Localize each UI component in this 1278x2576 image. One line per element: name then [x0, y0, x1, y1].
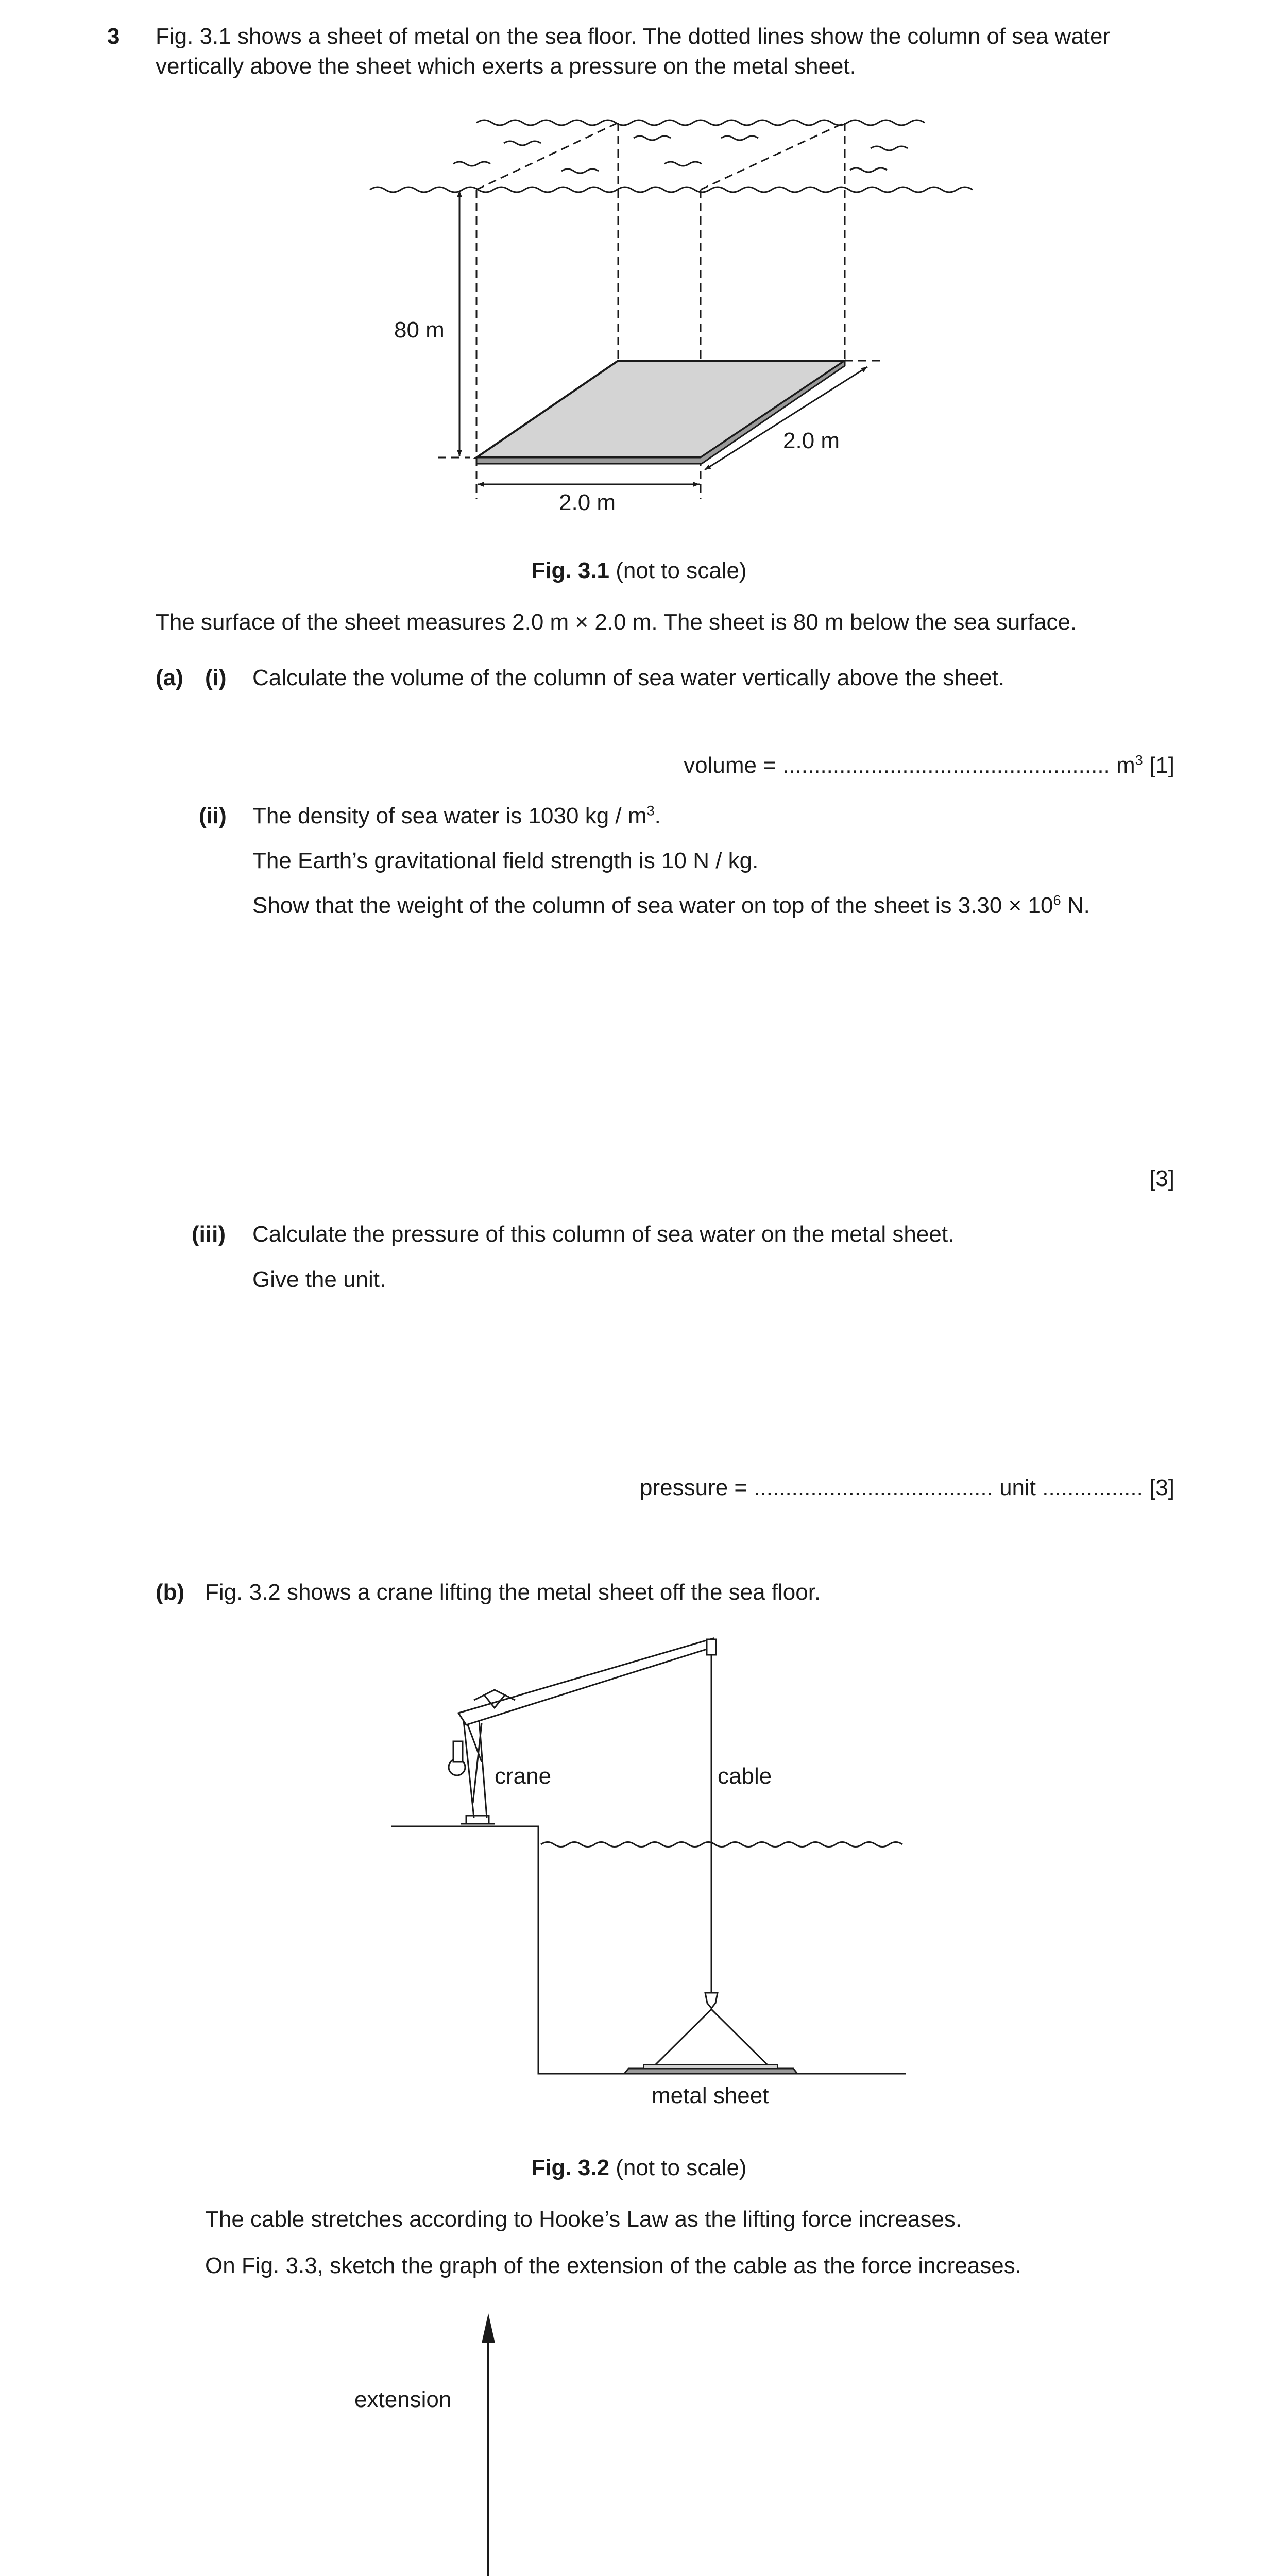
question-number: 3 [107, 24, 120, 49]
gravity-statement: The Earth’s gravitational field strength is 10 N / kg. [252, 848, 759, 873]
fig31-caption-rest: (not to scale) [616, 558, 747, 583]
part-a-ii-marks: [3] [1149, 1166, 1174, 1191]
part-a-iii-question: Calculate the pressure of this column of sea water on the metal sheet. [252, 1222, 955, 1247]
fig32-caption-rest: (not to scale) [616, 2155, 747, 2180]
volume-unit: $m^3$ [1116, 752, 1143, 778]
part-a-i-label: (i) [205, 665, 227, 690]
volume-prefix: volume = [684, 753, 783, 778]
metal-sheet-label: metal sheet [652, 2083, 769, 2108]
part-a-ii-label: (ii) [199, 803, 227, 828]
part-a-i-question: Calculate the volume of the column of sea water vertically above the sheet. [252, 665, 1005, 690]
density-statement: The density of sea water is 1030 kg / $m^3$. [252, 802, 661, 828]
extension-label: extension [354, 2387, 452, 2412]
hooke-statement: The cable stretches according to Hooke’s Law as the lifting force increases. [205, 2207, 962, 2232]
part-a-i-marks: [1] [1149, 753, 1174, 778]
fig31-width-label: 2.0 m [559, 490, 616, 515]
crane-label: crane [495, 1764, 552, 1789]
part-a-iii-marks: [3] [1149, 1475, 1174, 1500]
y-axis-arrowhead [482, 2313, 495, 2343]
question-intro-line1: Fig. 3.1 shows a sheet of metal on the sea floor. The dotted lines show the column of sea water [156, 24, 1111, 49]
show-that-statement: Show that the weight of the column of sea water on top of the sheet is $3.30 \times 10^6$ N. [252, 892, 1090, 918]
pressure-answer[interactable]: pressure = ...................................... unit ................ [639, 1475, 1143, 1500]
volume-dots[interactable]: .................................................... [782, 753, 1110, 778]
fig31-caption-bold: Fig. 3.1 [531, 558, 609, 583]
part-a-iii-label: (iii) [192, 1222, 226, 1247]
fig32-caption-bold: Fig. 3.2 [531, 2155, 609, 2180]
surface-statement: The surface of the sheet measures 2.0 m × 2.0 m. The sheet is 80 m below the sea surface. [156, 609, 1077, 635]
unit-prompt: Give the unit. [252, 1267, 386, 1292]
part-b-text: Fig. 3.2 shows a crane lifting the metal sheet off the sea floor. [205, 1580, 821, 1605]
cable-label: cable [718, 1764, 772, 1789]
fig31-length-label: 2.0 m [783, 428, 840, 453]
sketch-instruction: On Fig. 3.3, sketch the graph of the extension of the cable as the force increases. [205, 2253, 1021, 2278]
part-a-label: (a) [156, 665, 183, 690]
fig31-depth-label: 80 m [394, 317, 445, 343]
question-intro-line2: vertically above the sheet which exerts a pressure on the metal sheet. [156, 54, 856, 79]
part-b-label: (b) [156, 1580, 185, 1605]
